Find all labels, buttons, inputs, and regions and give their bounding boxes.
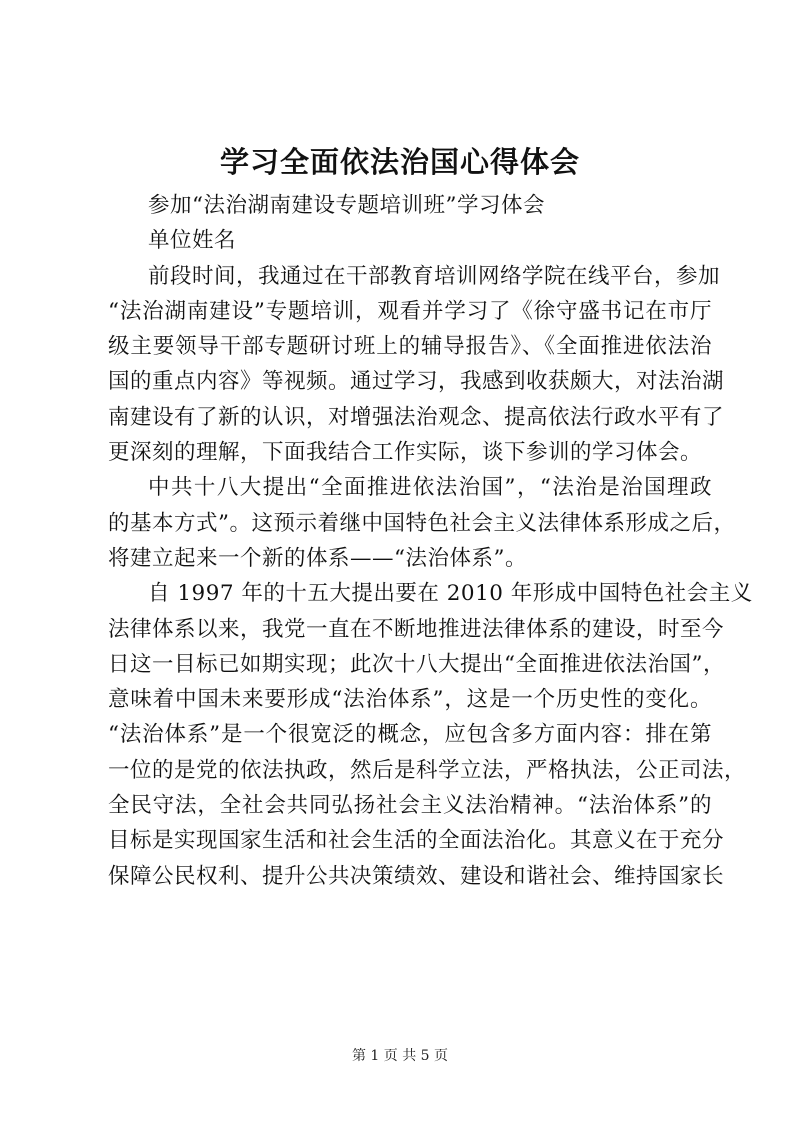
body-line: 更深刻的理解，下面我结合工作实际，谈下参训的学习体会。 (108, 440, 703, 466)
body-line: 单位姓名 (148, 228, 237, 254)
body-line: 法律体系以来，我党一直在不断地推进法律体系的建设，时至今 (108, 616, 725, 642)
body-line: 日这一目标已如期实现；此次十八大提出“全面推进依法治国”， (108, 651, 725, 677)
body-line: “法治湖南建设”专题培训，观看并学习了《徐守盛书记在市厅 (108, 298, 712, 324)
body-line: 的基本方式”。这预示着继中国特色社会主义法律体系形成之后， (108, 510, 736, 536)
body-line: 将建立起来一个新的体系——“法治体系”。 (108, 545, 527, 571)
body-line: 参加“法治湖南建设专题培训班”学习体会 (148, 193, 545, 218)
body-line: 国的重点内容》等视频。通过学习，我感到收获颇大，对法治湖 (108, 369, 725, 395)
document-body (108, 188, 753, 894)
page-footer: 第 1 页 共 5 页 (351, 1048, 449, 1064)
body-line: 中共十八大提出“全面推进依法治国”，“法治是治国理政 (148, 475, 712, 501)
body-line: 自 1997 年的十五大提出要在 2010 年形成中国特色社会主义 (148, 581, 753, 607)
body-line: 意味着中国未来要形成“法治体系”，这是一个历史性的变化。 (108, 687, 712, 713)
body-line: 目标是实现国家生活和社会生活的全面法治化。其意义在于充分 (108, 828, 725, 854)
body-line: “法治体系”是一个很宽泛的概念，应包含多方面内容：排在第 (108, 722, 712, 748)
body-line: 前段时间，我通过在干部教育培训网络学院在线平台，参加 (148, 263, 721, 289)
body-line: 级主要领导干部专题研讨班上的辅导报告》、《全面推进依法治 (108, 334, 712, 360)
body-line: 南建设有了新的认识，对增强法治观念、提高依法行政水平有了 (108, 404, 725, 430)
body-line: 保障公民权利、提升公共决策绩效、建设和谐社会、维持国家长 (108, 863, 725, 889)
document-title: 学习全面依法治国心得体会 (219, 145, 580, 179)
body-line: 一位的是党的依法执政，然后是科学立法，严格执法，公正司法， (108, 757, 747, 783)
body-line: 全民守法，全社会共同弘扬社会主义法治精神。“法治体系”的 (108, 793, 712, 819)
